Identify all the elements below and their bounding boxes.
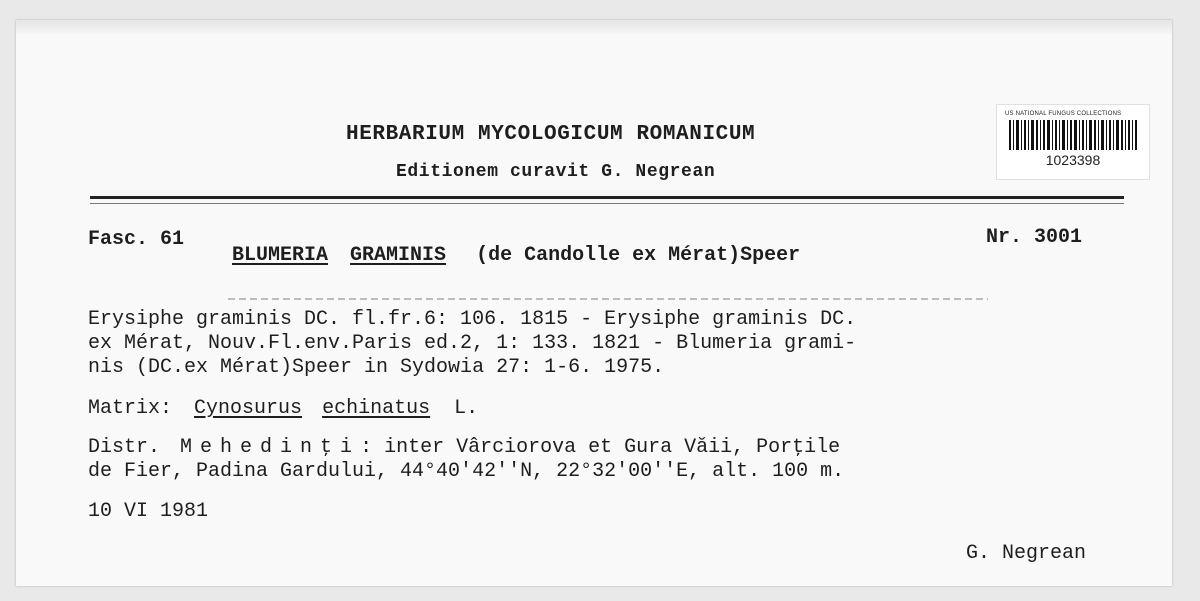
synonymy-line-3: nis (DC.ex Mérat)Speer in Sydowia 27: 1-6. 1975. — [88, 356, 665, 379]
matrix-genus: Cynosurus — [194, 397, 303, 420]
distribution-locality: : inter Vârciorova et Gura Văii, Porţile — [360, 436, 841, 459]
barcode-number: 1023398 — [1045, 152, 1101, 168]
barcode-sticker — [996, 104, 1150, 180]
herbarium-label — [16, 20, 1172, 586]
distribution-region: Mehedinţi — [180, 436, 361, 459]
dotted-separator — [228, 298, 988, 300]
matrix-species: echinatus — [322, 397, 431, 420]
editor-line: Editionem curavit G. Negrean — [396, 162, 716, 182]
species-authority: (de Candolle ex Mérat)Speer — [476, 244, 801, 267]
species-epithet: GRAMINIS — [350, 244, 447, 267]
collector-name: G. Negrean — [966, 542, 1087, 565]
distribution-line-1 — [88, 436, 840, 460]
species-name — [232, 244, 800, 268]
distribution-label: Distr. — [88, 436, 161, 459]
genus-name: BLUMERIA — [232, 244, 329, 267]
collection-date: 10 VI 1981 — [88, 500, 209, 523]
header-rule-thin — [90, 203, 1124, 204]
matrix-author: L. — [454, 397, 479, 420]
fascicle-number: Fasc. 61 — [88, 228, 185, 251]
distribution-line-2: de Fier, Padina Gardului, 44°40'42''N, 22°32'00''E, alt. 100 m. — [88, 460, 845, 483]
matrix-line — [88, 397, 478, 421]
specimen-number: Nr. 3001 — [986, 226, 1083, 249]
collection-title: HERBARIUM MYCOLOGICUM ROMANICUM — [346, 123, 756, 146]
synonymy-line-1: Erysiphe graminis DC. fl.fr.6: 106. 1815 - Erysiphe graminis DC. — [88, 308, 857, 331]
barcode-bars — [1009, 120, 1137, 150]
matrix-label: Matrix: — [88, 397, 173, 420]
synonymy-line-2: ex Mérat, Nouv.Fl.env.Paris ed.2, 1: 133. 1821 - Blumeria grami- — [88, 332, 857, 355]
barcode-caption: US NATIONAL FUNGUS COLLECTIONS — [1005, 111, 1122, 117]
header-rule — [90, 196, 1124, 199]
